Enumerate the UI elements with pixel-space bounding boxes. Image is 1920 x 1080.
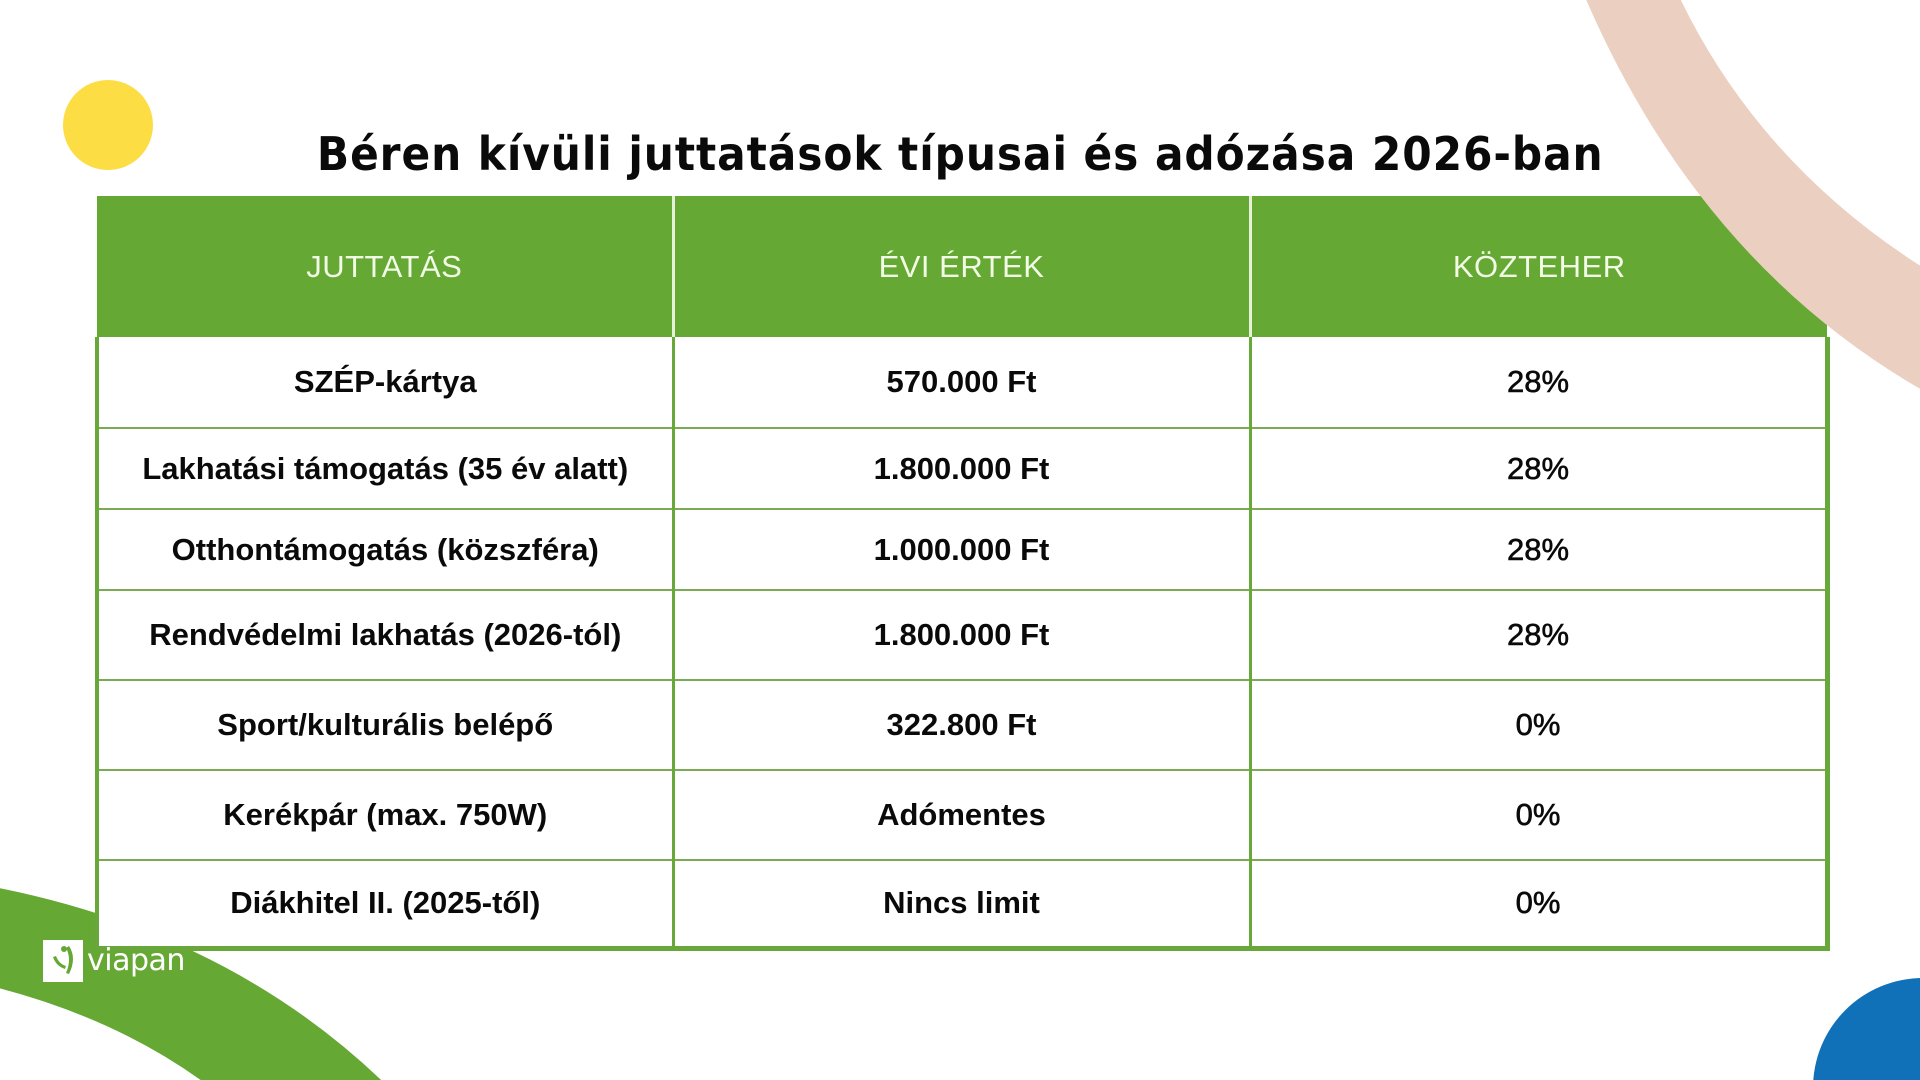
benefit-cell: Sport/kulturális belépő (97, 680, 673, 770)
tax-burden-cell: 0% (1250, 680, 1827, 770)
annual-value-cell: 1.800.000 Ft (673, 428, 1250, 509)
benefit-cell: Lakhatási támogatás (35 év alatt) (97, 428, 673, 509)
logo-text: viapan (87, 943, 185, 978)
annual-value-cell: Adómentes (673, 770, 1250, 860)
annual-value-cell: 570.000 Ft (673, 337, 1250, 428)
column-header-annual-value: ÉVI ÉRTÉK (673, 196, 1250, 337)
tax-burden-cell: 28% (1250, 428, 1827, 509)
column-header-tax-burden: KÖZTEHER (1250, 196, 1827, 337)
benefit-cell: SZÉP-kártya (97, 337, 673, 428)
benefit-cell: Otthontámogatás (közszféra) (97, 509, 673, 590)
viapan-figure-icon (43, 940, 83, 982)
page-title: Béren kívüli juttatások típusai és adózása 2026-ban (316, 126, 1604, 181)
annual-value-cell: 1.000.000 Ft (673, 509, 1250, 590)
tax-burden-cell: 0% (1250, 770, 1827, 860)
benefit-cell: Diákhitel II. (2025-től) (97, 860, 673, 948)
annual-value-cell: 322.800 Ft (673, 680, 1250, 770)
tax-burden-cell: 0% (1250, 860, 1827, 948)
annual-value-cell: 1.800.000 Ft (673, 590, 1250, 680)
peach-arc-decoration (1582, 0, 1920, 400)
benefit-cell: Rendvédelmi lakhatás (2026-tól) (97, 590, 673, 680)
tax-burden-cell: 28% (1250, 509, 1827, 590)
tax-burden-cell: 28% (1250, 337, 1827, 428)
tax-burden-cell: 28% (1250, 590, 1827, 680)
annual-value-cell: Nincs limit (673, 860, 1250, 948)
column-header-benefit: JUTTATÁS (97, 196, 673, 337)
benefit-cell: Kerékpár (max. 750W) (97, 770, 673, 860)
viapan-logo (43, 940, 185, 982)
